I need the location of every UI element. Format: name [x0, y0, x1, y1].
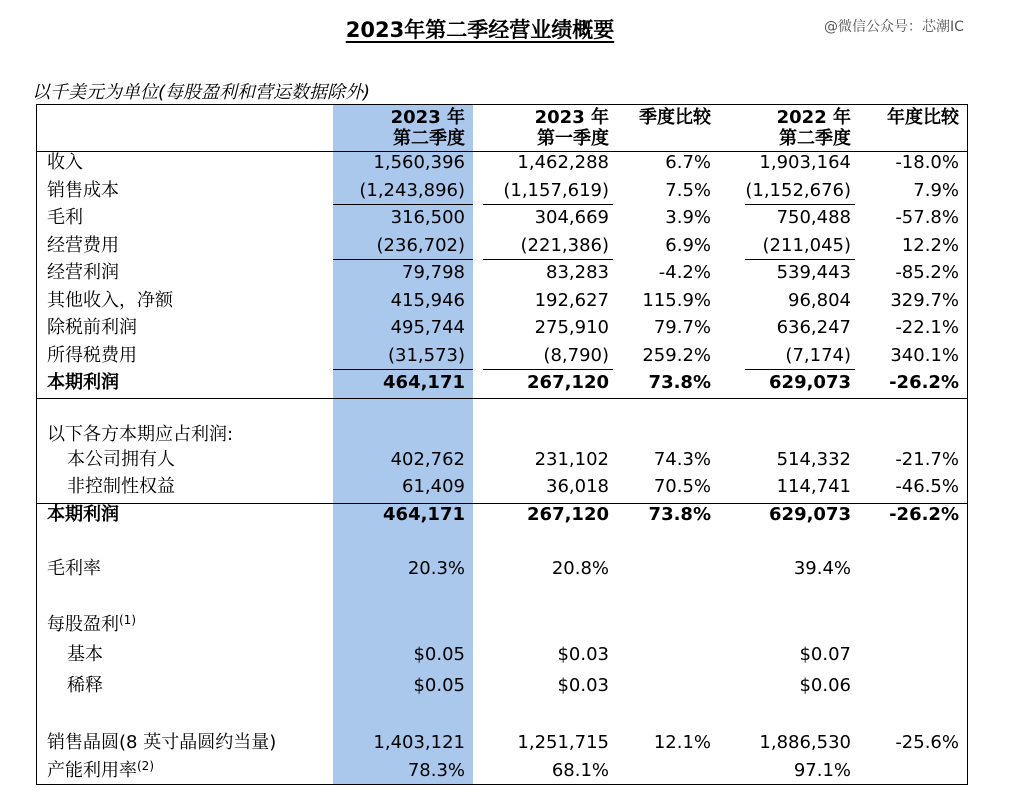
row-label: 基本	[67, 644, 103, 665]
watermark: @微信公众号：芯潮IC	[824, 19, 964, 35]
cell-c1: 464,171	[383, 372, 465, 393]
cell-c1: $0.05	[413, 644, 465, 665]
cell-c2: 267,120	[527, 504, 609, 525]
cell-c2: 192,627	[534, 290, 609, 311]
row-label: 非控制性权益	[67, 476, 175, 497]
row-label: 除税前利润	[47, 317, 137, 338]
cell-c2: 267,120	[527, 372, 609, 393]
row-label: 销售成本	[47, 180, 119, 201]
underline	[745, 259, 855, 260]
table-row	[37, 345, 967, 371]
header-2023q1: 2023 年 第一季度	[534, 107, 609, 149]
cell-c1: 1,560,396	[373, 152, 465, 173]
cell-c5: -46.5%	[895, 476, 959, 497]
row-label: 产能利用率$^{(2)}$	[47, 759, 154, 781]
cell-c4: $0.07	[799, 644, 851, 665]
cell-c4: 539,443	[776, 262, 851, 283]
cell-c4: 750,488	[776, 207, 851, 228]
row-label: 本公司拥有人	[67, 449, 175, 470]
cell-c3: 6.9%	[665, 235, 711, 256]
cell-c3: 6.7%	[665, 152, 711, 173]
cell-c2: 20.8%	[551, 558, 609, 579]
cell-c2: $0.03	[557, 675, 609, 696]
table-row	[37, 675, 967, 701]
cell-c5: -21.7%	[895, 449, 959, 470]
row-label: 每股盈利$^{(1)}$	[47, 613, 136, 635]
cell-c2: 304,669	[534, 207, 609, 228]
cell-c4: (7,174)	[785, 345, 851, 366]
cell-c1: 78.3%	[407, 760, 465, 781]
underline	[483, 204, 613, 205]
table-row	[37, 614, 967, 640]
cell-c2: 275,910	[534, 317, 609, 338]
cell-c1: (31,573)	[387, 345, 465, 366]
cell-c4: 629,073	[769, 372, 851, 393]
row-label: 收入	[47, 152, 83, 173]
underline	[745, 204, 855, 205]
table-row	[37, 290, 967, 316]
table-row	[37, 317, 967, 343]
cell-c1: (1,243,896)	[359, 180, 465, 201]
cell-c1: 20.3%	[407, 558, 465, 579]
footnote-marker: (1)	[119, 613, 136, 627]
cell-c3: 79.7%	[653, 317, 711, 338]
cell-c4: $0.06	[799, 675, 851, 696]
cell-c4: 1,886,530	[759, 732, 851, 753]
row-label: 其他收入，净额	[47, 290, 173, 311]
table-row	[37, 235, 967, 261]
table-row	[37, 760, 967, 786]
cell-c1: 495,744	[390, 317, 465, 338]
header-yoy: 年度比较	[887, 107, 959, 128]
row-label: 经营利润	[47, 262, 119, 283]
cell-c5: -26.2%	[889, 372, 959, 393]
cell-c1: 61,409	[402, 476, 465, 497]
table-row	[37, 504, 967, 530]
cell-c5: 329.7%	[890, 290, 959, 311]
cell-c1: 79,798	[402, 262, 465, 283]
table-row	[37, 180, 967, 206]
table-row	[37, 644, 967, 670]
footnote-marker: (2)	[137, 759, 154, 773]
cell-c4: 39.4%	[793, 558, 851, 579]
row-label: 稀释	[67, 675, 103, 696]
cell-c4: 114,741	[776, 476, 851, 497]
cell-c4: 514,332	[776, 449, 851, 470]
divider	[37, 398, 967, 399]
underline	[745, 369, 855, 370]
cell-c1: 402,762	[390, 449, 465, 470]
divider	[37, 503, 967, 504]
cell-c1: (236,702)	[376, 235, 465, 256]
table-row	[37, 558, 967, 584]
cell-c4: 97.1%	[793, 760, 851, 781]
row-label: 毛利	[47, 207, 83, 228]
cell-c5: 12.2%	[901, 235, 959, 256]
cell-c1: $0.05	[413, 675, 465, 696]
cell-c2: (1,157,619)	[503, 180, 609, 201]
table-row	[37, 424, 967, 450]
header-qoq: 季度比较	[639, 107, 711, 128]
cell-c2: 1,462,288	[517, 152, 609, 173]
cell-c3: 115.9%	[642, 290, 711, 311]
cell-c5: -85.2%	[895, 262, 959, 283]
cell-c3: 74.3%	[653, 449, 711, 470]
cell-c5: -22.1%	[895, 317, 959, 338]
header-2022q2: 2022 年 第二季度	[776, 107, 851, 149]
cell-c3: 12.1%	[653, 732, 711, 753]
cell-c1: 316,500	[390, 207, 465, 228]
underline	[483, 259, 613, 260]
cell-c5: 7.9%	[913, 180, 959, 201]
row-label: 毛利率	[47, 558, 101, 579]
cell-c3: 3.9%	[665, 207, 711, 228]
underline	[333, 259, 473, 260]
table-row	[37, 207, 967, 233]
row-label: 本期利润	[47, 372, 119, 393]
cell-c2: 231,102	[534, 449, 609, 470]
row-label: 销售晶圆(8 英寸晶圆约当量)	[47, 732, 277, 753]
cell-c2: (8,790)	[543, 345, 609, 366]
cell-c2: 36,018	[546, 476, 609, 497]
header-2023q2: 2023 年 第二季度	[390, 107, 465, 149]
table-row	[37, 372, 967, 398]
cell-c4: 96,804	[788, 290, 851, 311]
results-table	[36, 104, 968, 785]
cell-c2: $0.03	[557, 644, 609, 665]
row-label: 经营费用	[47, 235, 119, 256]
table-row	[37, 262, 967, 288]
cell-c5: -26.2%	[889, 504, 959, 525]
cell-c5: -57.8%	[895, 207, 959, 228]
cell-c5: -25.6%	[895, 732, 959, 753]
cell-c1: 415,946	[390, 290, 465, 311]
cell-c1: 464,171	[383, 504, 465, 525]
cell-c5: 340.1%	[890, 345, 959, 366]
cell-c2: 83,283	[546, 262, 609, 283]
row-label: 所得税费用	[47, 345, 137, 366]
cell-c4: (211,045)	[762, 235, 851, 256]
cell-c3: 70.5%	[653, 476, 711, 497]
cell-c3: -4.2%	[658, 262, 711, 283]
cell-c4: 629,073	[769, 504, 851, 525]
cell-c4: 636,247	[776, 317, 851, 338]
cell-c1: 1,403,121	[373, 732, 465, 753]
underline	[333, 369, 473, 370]
table-row	[37, 476, 967, 502]
cell-c4: (1,152,676)	[745, 180, 851, 201]
unit-note: 以千美元为单位(每股盈利和营运数据除外)	[32, 82, 371, 103]
row-label: 本期利润	[47, 504, 119, 525]
table-row	[37, 732, 967, 758]
cell-c3: 73.8%	[648, 504, 711, 525]
underline	[483, 369, 613, 370]
table-row	[37, 449, 967, 475]
cell-c2: 1,251,715	[517, 732, 609, 753]
cell-c2: 68.1%	[551, 760, 609, 781]
cell-c5: -18.0%	[895, 152, 959, 173]
cell-c2: (221,386)	[520, 235, 609, 256]
page-title: 2023年第二季经营业绩概要	[345, 18, 615, 42]
table-row	[37, 152, 967, 178]
table-header	[37, 107, 967, 151]
cell-c3: 7.5%	[665, 180, 711, 201]
cell-c4: 1,903,164	[759, 152, 851, 173]
row-label: 以下各方本期应占利润:	[47, 424, 234, 445]
underline	[333, 204, 473, 205]
cell-c3: 73.8%	[648, 372, 711, 393]
cell-c3: 259.2%	[642, 345, 711, 366]
